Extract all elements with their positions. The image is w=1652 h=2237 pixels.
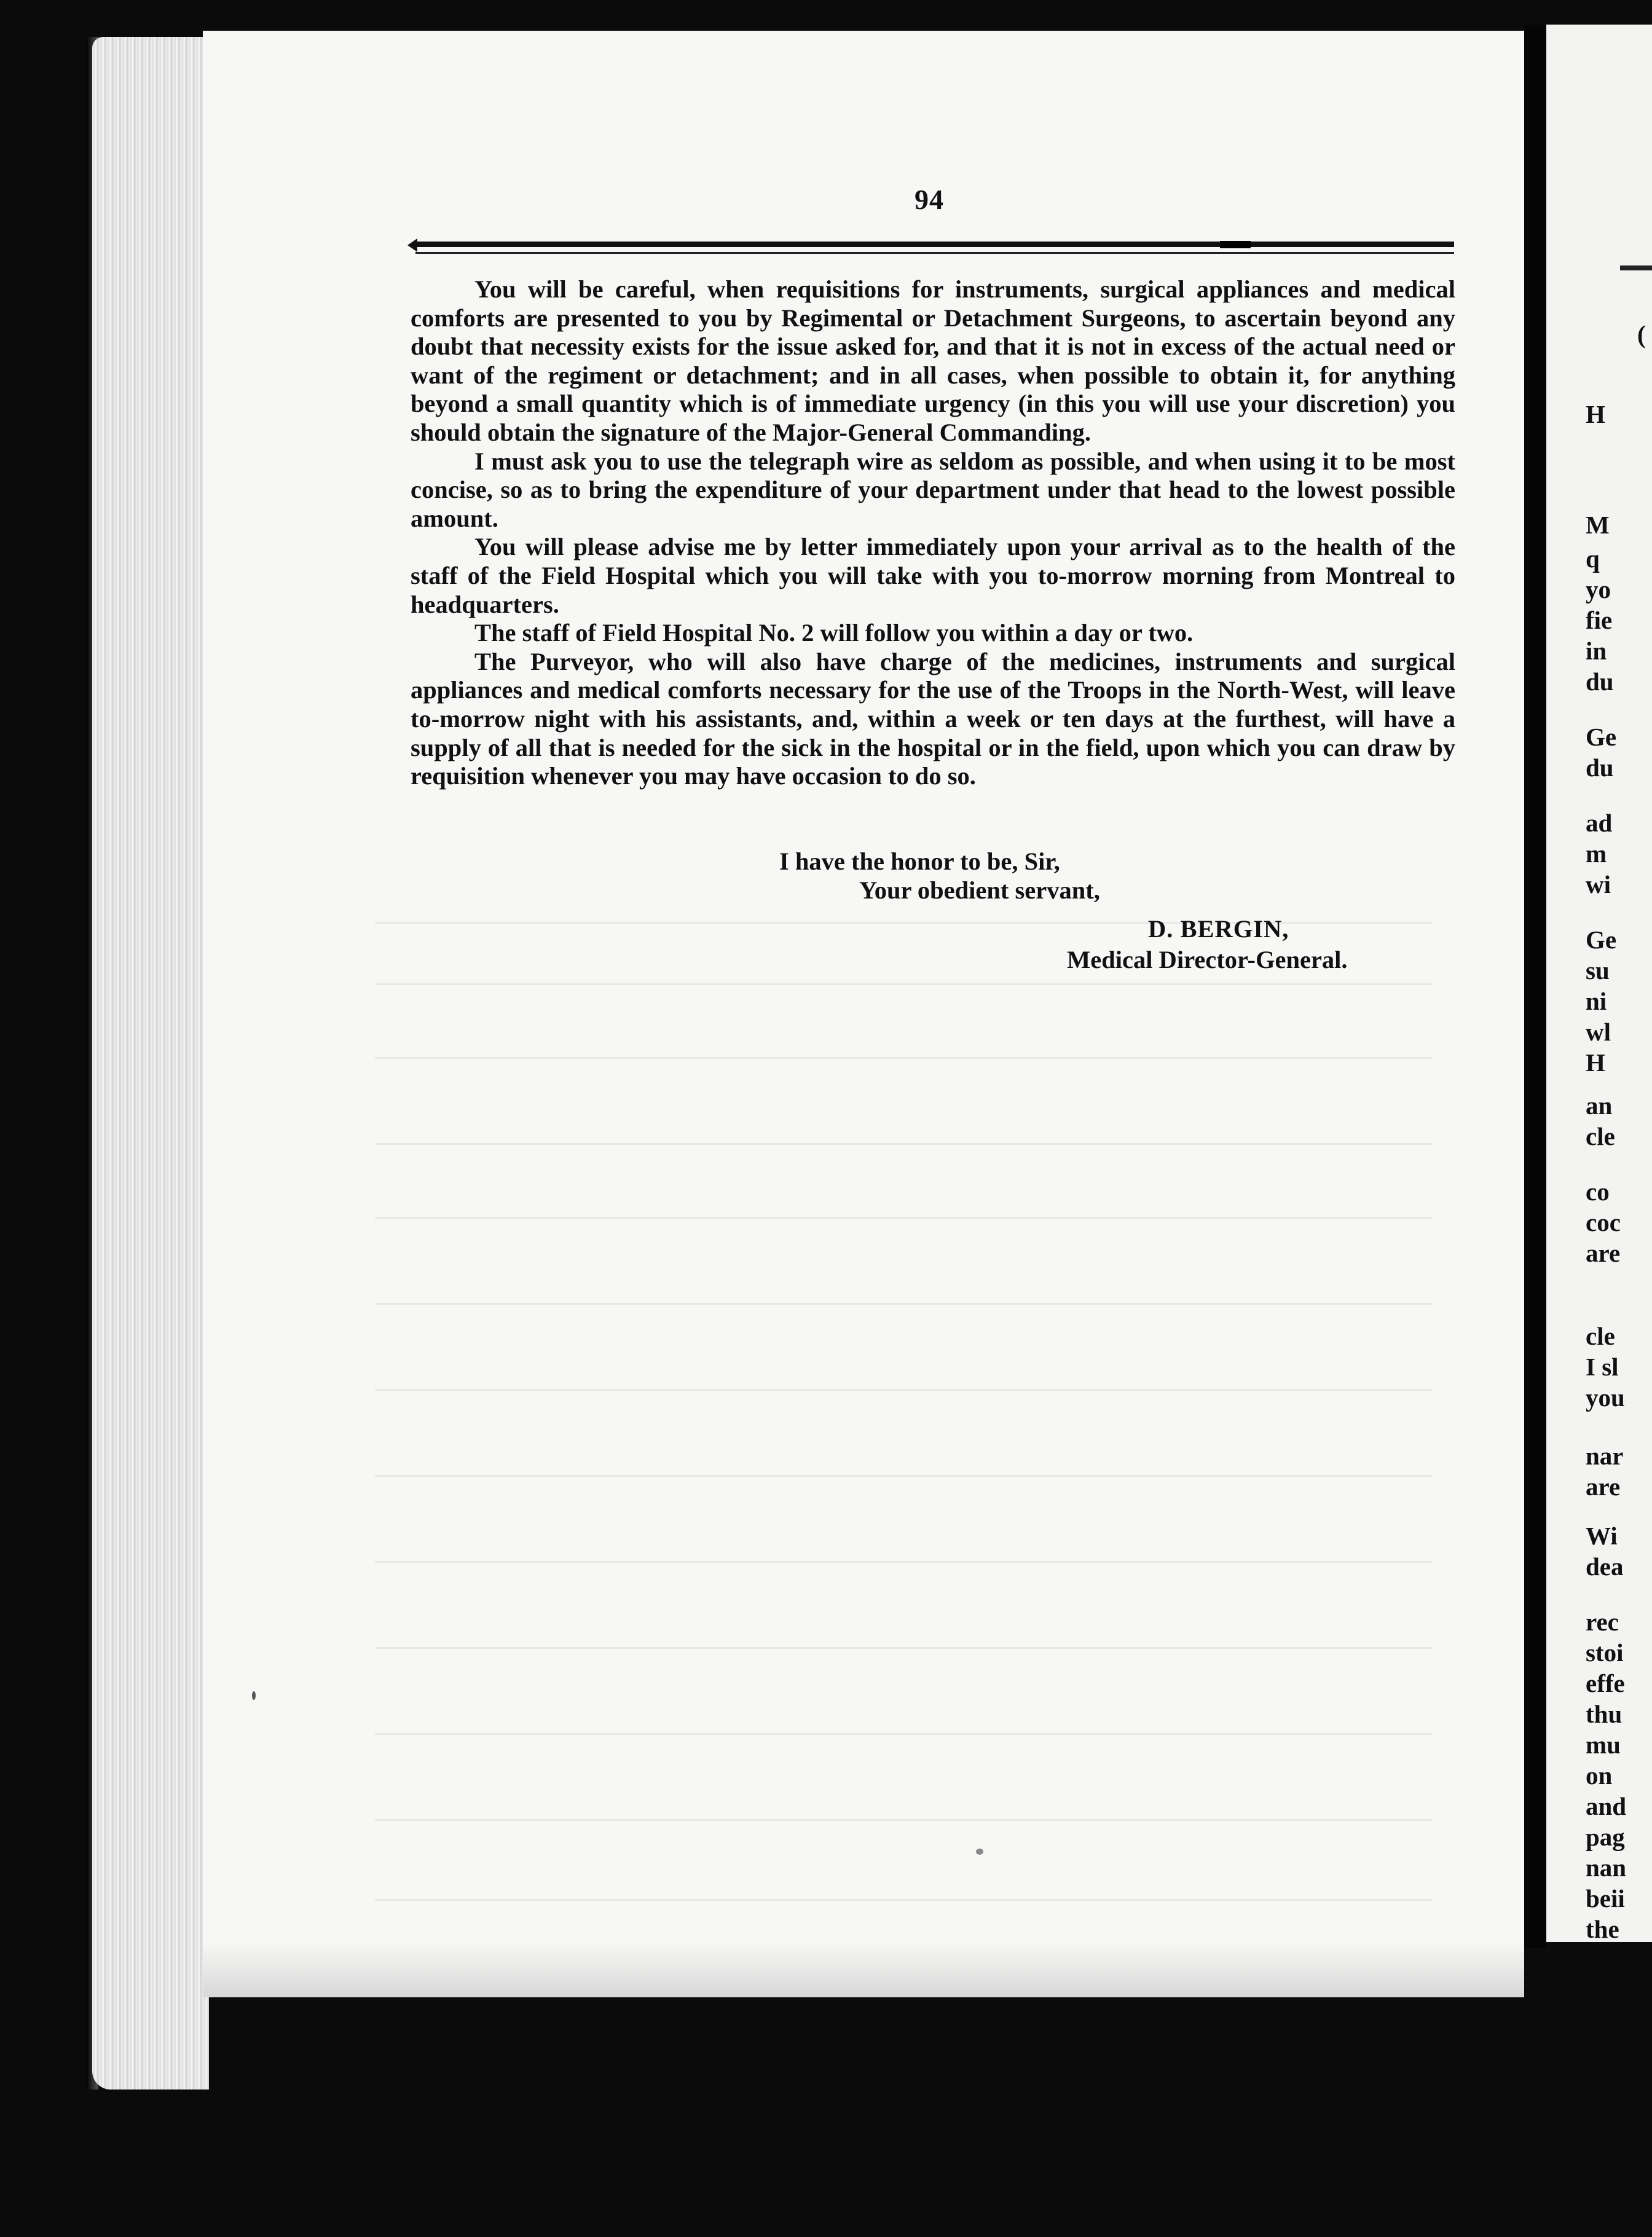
facing-page-fragment: I sl: [1586, 1353, 1619, 1381]
page-edges: [92, 37, 209, 2090]
facing-page-fragment: wi: [1586, 870, 1611, 898]
paragraph-field-hospital: The staff of Field Hospital No. 2 will follow you within a day or two.: [474, 619, 1194, 647]
facing-page-fragment: nan: [1586, 1854, 1627, 1882]
facing-page-fragment: ni: [1586, 987, 1607, 1015]
show-through-line: [375, 1217, 1432, 1219]
left-page-bottom-curl: [203, 1942, 1524, 1997]
facing-page-fragment: Wi: [1586, 1522, 1618, 1550]
ink-speck: [252, 1691, 256, 1700]
facing-page-fragment: in: [1586, 637, 1607, 665]
facing-page-fragment: Ge: [1586, 723, 1617, 751]
facing-page-fragment: cle: [1586, 1322, 1615, 1350]
facing-page-fragment: wl: [1586, 1018, 1611, 1046]
facing-page-fragment: ad: [1586, 809, 1613, 837]
letter-body: [411, 275, 1455, 791]
signatory-title: Medical Director-General.: [1067, 946, 1348, 973]
facing-page-fragment: mu: [1586, 1731, 1621, 1759]
facing-page-fragment: cle: [1586, 1122, 1615, 1150]
facing-page-fragment: you: [1586, 1383, 1625, 1412]
facing-page-fragment: nar: [1586, 1442, 1624, 1470]
facing-page-fragment: q: [1586, 545, 1600, 573]
header-rule: [415, 242, 1454, 247]
show-through-line: [375, 1475, 1432, 1477]
facing-page-fragment: on: [1586, 1761, 1613, 1790]
facing-page-fragment: H: [1586, 1048, 1605, 1077]
facing-page-fragment: dea: [1586, 1552, 1624, 1581]
show-through-line: [375, 1899, 1432, 1901]
paragraph-advise: You will please advise me by letter immediately upon your arrival as to the health of the staff of the Field Hospital which you will take with you to-morrow morning from Montreal to headquarters.: [411, 533, 1455, 618]
paragraph-telegraph: I must ask you to use the telegraph wire as seldom as possible, and when using it to be most concise, so as to bring the expenditure of your department under that head to the lowest possible amount.: [411, 447, 1455, 532]
facing-page-fragment: pag: [1586, 1823, 1625, 1851]
facing-page-fragment: an: [1586, 1091, 1613, 1120]
show-through-line: [375, 1057, 1432, 1059]
facing-page-fragment: m: [1586, 839, 1607, 868]
facing-page-fragment: thu: [1586, 1700, 1622, 1728]
facing-page-fragment: effe: [1586, 1669, 1625, 1697]
facing-page-fragment: the: [1586, 1915, 1619, 1942]
page-number: 94: [914, 184, 944, 215]
facing-page-fragment: stoi: [1586, 1638, 1624, 1667]
facing-page-fragment: co: [1586, 1177, 1610, 1206]
paragraph-purveyor: The Purveyor, who will also have charge of the medicines, instruments and surgical appliances and medical comforts necessary for the use of the Troops in the North-West, will leave to-morrow night with his assistants, and, within a week or ten days at the furthest, will have a supply of all that is needed for the sick in the hospital or in the field, upon which you can draw by requisition whenever you may have occasion to do so.: [411, 647, 1455, 790]
header-rule-mark: [1220, 241, 1251, 248]
facing-page-fragment: du: [1586, 667, 1614, 696]
facing-page-fragment: Ge: [1586, 926, 1617, 954]
paragraph-requisitions: You will be careful, when requisitions for instruments, surgical appliances and medical comforts are presented to you by Regimental or Detachment Surgeons, to ascertain beyond any doubt that necessity exists for the issue asked for, and that it is not in excess of the actual need or want of the regiment or detachment; and in all cases, when possible to obtain it, for anything beyond a small quantity which is of immediate urgency (in this you will use your discretion) you should obtain the signature of the Major-General Commanding.: [411, 275, 1455, 446]
header-rule-thin: [415, 252, 1454, 254]
show-through-line: [375, 1561, 1432, 1563]
facing-page-fragment: are: [1586, 1472, 1621, 1501]
ink-speck: [976, 1849, 983, 1855]
facing-page-fragment: and: [1586, 1792, 1627, 1820]
facing-page: [1546, 25, 1652, 1942]
facing-page-fragment: beii: [1586, 1884, 1625, 1913]
signature: D. BERGIN,: [1148, 915, 1289, 943]
show-through-line: [375, 1819, 1432, 1821]
show-through-line: [375, 1647, 1432, 1649]
facing-page-fragment: H: [1586, 400, 1605, 428]
show-through-line: [375, 1303, 1432, 1305]
closing-honor: I have the honor to be, Sir,: [779, 847, 1060, 875]
facing-page-rule: [1620, 265, 1652, 270]
book-gutter: [1524, 25, 1546, 1948]
facing-page-fragment: du: [1586, 753, 1614, 782]
show-through-line: [375, 1389, 1432, 1391]
show-through-line: [375, 1143, 1432, 1145]
show-through-line: [375, 1733, 1432, 1735]
facing-page-fragment: rec: [1586, 1608, 1619, 1636]
facing-page-fragment: (: [1637, 320, 1646, 348]
closing-servant: Your obedient servant,: [859, 876, 1100, 904]
facing-page-fragment: M: [1586, 511, 1610, 539]
facing-page-fragment: are: [1586, 1239, 1621, 1267]
facing-page-fragment: su: [1586, 956, 1610, 985]
facing-page-fragment: yo: [1586, 575, 1611, 603]
facing-page-fragment: coc: [1586, 1208, 1621, 1236]
show-through-line: [375, 983, 1432, 985]
facing-page-fragment: fie: [1586, 606, 1613, 634]
